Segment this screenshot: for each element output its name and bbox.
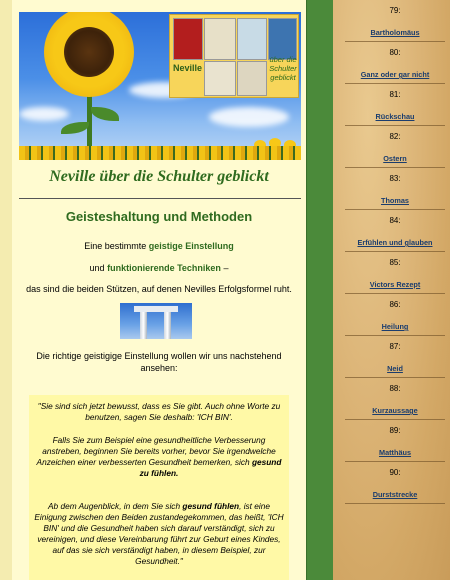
chapter-number: 90: [389,468,401,477]
main-content [12,0,306,580]
quote-paragraph-1: "Sie sind sich jetzt bewusst, dass es Sie gibt. Auch ohne Worte zu benutzen, sagen Sie deshalb: 'ICH BIN'. [37,401,281,422]
chapter-number: 85: [389,258,401,267]
section-title: Geisteshaltung und Methoden [65,209,253,224]
sidebar-item [345,174,445,206]
divider [345,419,445,420]
sidebar-item [345,258,445,290]
divider [19,198,301,199]
pillars-image [120,303,192,339]
chapter-link[interactable]: Victors Rezept [369,280,421,289]
chapter-link[interactable]: Ostern [383,154,407,163]
chapter-link[interactable]: Thomas [381,196,409,205]
chapter-number: 89: [389,426,401,435]
divider [345,167,445,168]
divider [345,83,445,84]
books-caption: über die Schulter geblickt [269,55,297,82]
chapter-link[interactable]: Neid [387,364,403,373]
quote-paragraph-2: Falls Sie zum Beispiel eine gesundheitliche Verbesserung anstreben, beginnen Sie bereits vorher, bevor Sie irgendwelche Anzeichen einer verbesserten Gesundheit bemerken, sich gesund zu fühlen. [36,435,282,478]
intro-line-4: Die richtige geistigige Einstellung wollen wir uns nachstehend ansehen: [36,351,282,373]
emphasis-text: funktionierende Techniken [107,263,221,273]
chapter-number: 82: [389,132,401,141]
sunflower-field [19,146,301,160]
chapter-link[interactable]: Matthäus [378,448,412,457]
sidebar-item [345,216,445,248]
chapter-number: 79: [389,6,401,15]
chapter-number: 88: [389,384,401,393]
intro-line-1: Eine bestimmte geistige Einstellung [84,241,234,251]
divider [345,125,445,126]
chapter-number: 84: [389,216,401,225]
sidebar-item [345,468,445,500]
books-label: Neville [173,63,203,73]
chapter-number: 87: [389,342,401,351]
sidebar-item [345,6,445,38]
divider [345,377,445,378]
emphasis-text: gesund zu fühlen. [139,457,282,478]
emphasis-text: gesund fühlen [182,501,240,511]
chapter-link[interactable]: Kurzaussage [372,406,418,415]
sidebar-item [345,342,445,374]
divider [345,293,445,294]
chapter-link[interactable]: Durststrecke [372,490,418,499]
divider [345,251,445,252]
sidebar-item [345,300,445,332]
chapter-link[interactable]: Erfühlen und glauben [357,238,433,247]
left-margin [0,0,12,580]
sidebar-item [345,48,445,80]
divider [345,503,445,504]
intro-line-3: das sind die beiden Stützen, auf denen Nevilles Erfolgsformel ruht. [26,284,292,294]
quote-box [29,395,289,580]
chapter-number: 80: [389,48,401,57]
chapter-link[interactable]: Heilung [381,322,409,331]
divider [345,41,445,42]
chapter-link[interactable]: Rückschau [375,112,415,121]
quote-paragraph-3: Ab dem Augenblick, in dem Sie sich gesund fühlen, ist eine Einigung zwischen den Beiden zustandegekommen, das heißt, 'ICH BIN' und die Gesundheit haben sich darauf verständigt, sich zu vereinigen, und diese Vereinbarung führt zur Geburt eines Kindes, auf das sie sich verständigt haben, in diesem Beispiel, zur Gesundheit." [34,501,284,566]
chapter-number: 83: [389,174,401,183]
site-title: Neville über die Schulter geblickt [49,168,269,185]
sidebar-item [345,384,445,416]
intro-line-2: und funktionierende Techniken – [89,263,229,273]
chapter-number: 86: [389,300,401,309]
chapter-link[interactable]: Bartholomäus [370,28,420,37]
divider [345,209,445,210]
sidebar-chapter-list [333,0,450,580]
green-separator-bar [306,0,334,580]
book-covers-collage[interactable] [169,14,299,98]
chapter-link[interactable]: Ganz oder gar nicht [360,70,430,79]
sidebar-item [345,90,445,122]
chapter-number: 81: [389,90,401,99]
sidebar-item [345,132,445,164]
divider [345,335,445,336]
emphasis-text: geistige Einstellung [148,241,234,251]
divider [345,461,445,462]
header-banner-image [19,12,301,160]
sidebar-item [345,426,445,458]
